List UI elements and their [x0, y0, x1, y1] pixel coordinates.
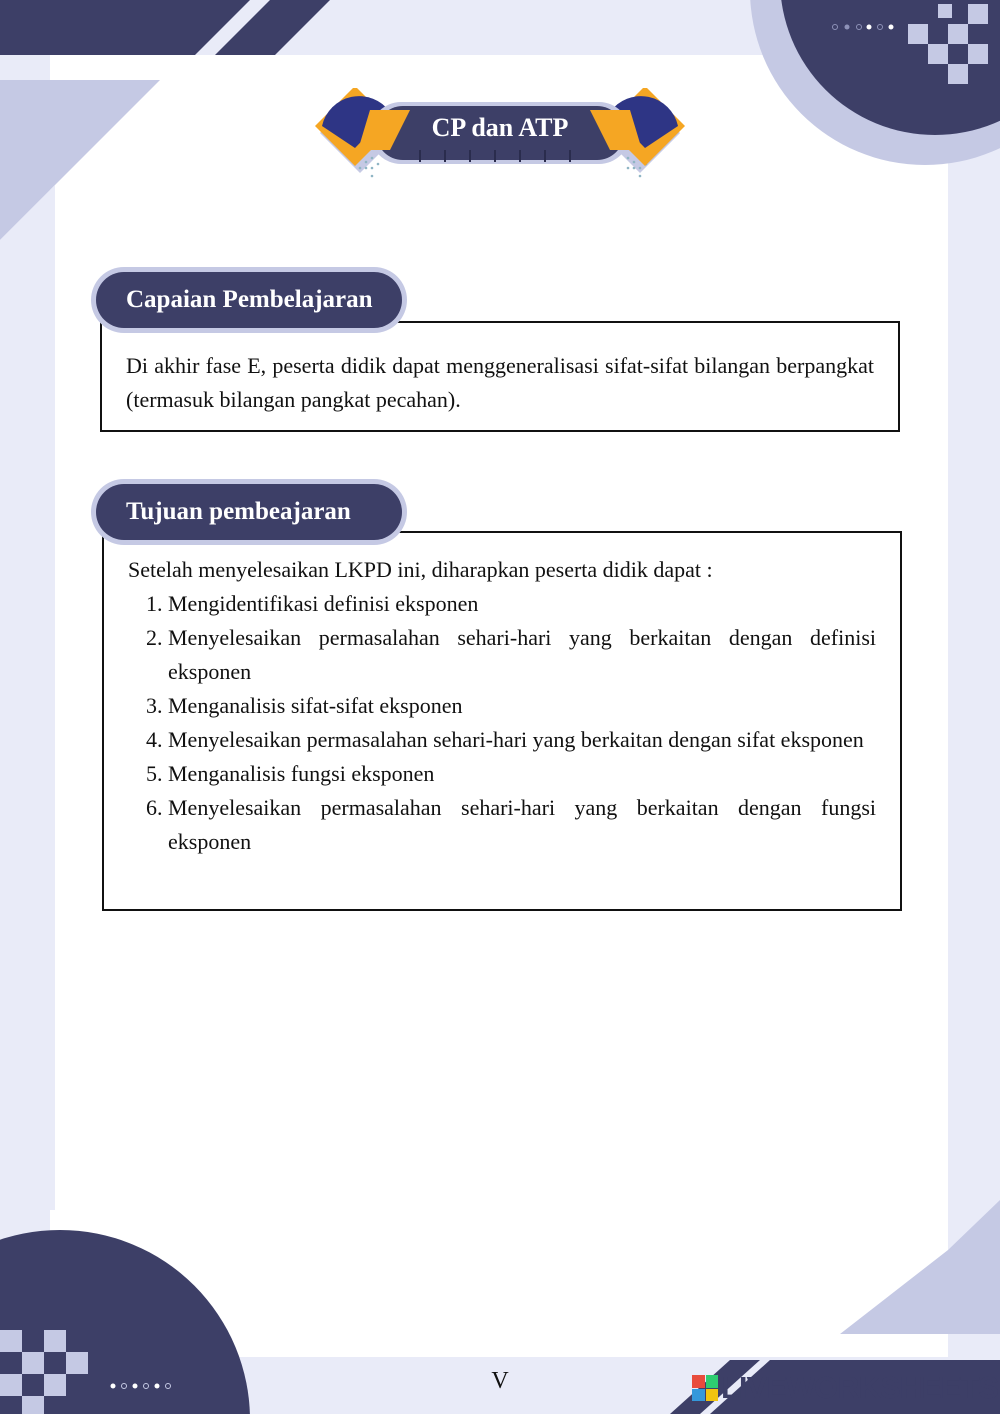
- liveworksheets-wordmark: LIVEWORKSHEETS: [721, 1370, 999, 1405]
- list-item-text: Menganalisis sifat-sifat eksponen: [168, 693, 463, 718]
- list-item-number: 1.: [146, 591, 163, 616]
- list-item-text: Menyelesaikan permasalahan sehari-hari yang berkaitan dengan fungsi eksponen: [168, 795, 876, 854]
- list-item-text: Menganalisis fungsi eksponen: [168, 761, 435, 786]
- list-item-text: Menyelesaikan permasalahan sehari-hari yang berkaitan dengan definisi eksponen: [168, 625, 876, 684]
- tujuan-box: [102, 531, 902, 911]
- list-item-text: Mengidentifikasi definisi eksponen: [168, 591, 479, 616]
- list-item-text: Menyelesaikan permasalahan sehari-hari yang berkaitan dengan sifat eksponen: [168, 727, 864, 752]
- capaian-box: [100, 321, 900, 432]
- list-item: [128, 791, 876, 859]
- list-item: [128, 757, 876, 791]
- list-item-number: 2.: [146, 625, 163, 650]
- page-number: V: [491, 1368, 509, 1394]
- liveworksheets-grid-icon: [692, 1375, 718, 1401]
- bottom-right-wedge: [840, 1200, 1000, 1334]
- list-item: [128, 621, 876, 689]
- bottom-left-circle: [0, 1230, 250, 1414]
- left-margin: [0, 185, 55, 1210]
- list-item-number: 4.: [146, 727, 163, 752]
- page-title: CP dan ATP: [431, 113, 569, 142]
- list-item: [128, 723, 876, 757]
- capaian-text: Di akhir fase E, peserta didik dapat menggeneralisasi sifat-sifat bilangan berpangkat (termasuk bilangan pangkat pecahan).: [126, 353, 874, 412]
- list-item: [128, 689, 876, 723]
- list-item-number: 3.: [146, 693, 163, 718]
- list-item: [128, 587, 876, 621]
- tujuan-intro: Setelah menyelesaikan LKPD ini, diharapkan peserta didik dapat :: [128, 557, 713, 582]
- liveworksheets-logo[interactable]: [692, 1370, 998, 1406]
- capaian-label: Capaian Pembelajaran: [96, 272, 402, 328]
- objective-list: [128, 587, 876, 859]
- list-item-number: 6.: [146, 795, 163, 820]
- tujuan-label: Tujuan pembeajaran: [96, 484, 402, 540]
- top-left-bar: [0, 0, 250, 55]
- list-item-number: 5.: [146, 761, 163, 786]
